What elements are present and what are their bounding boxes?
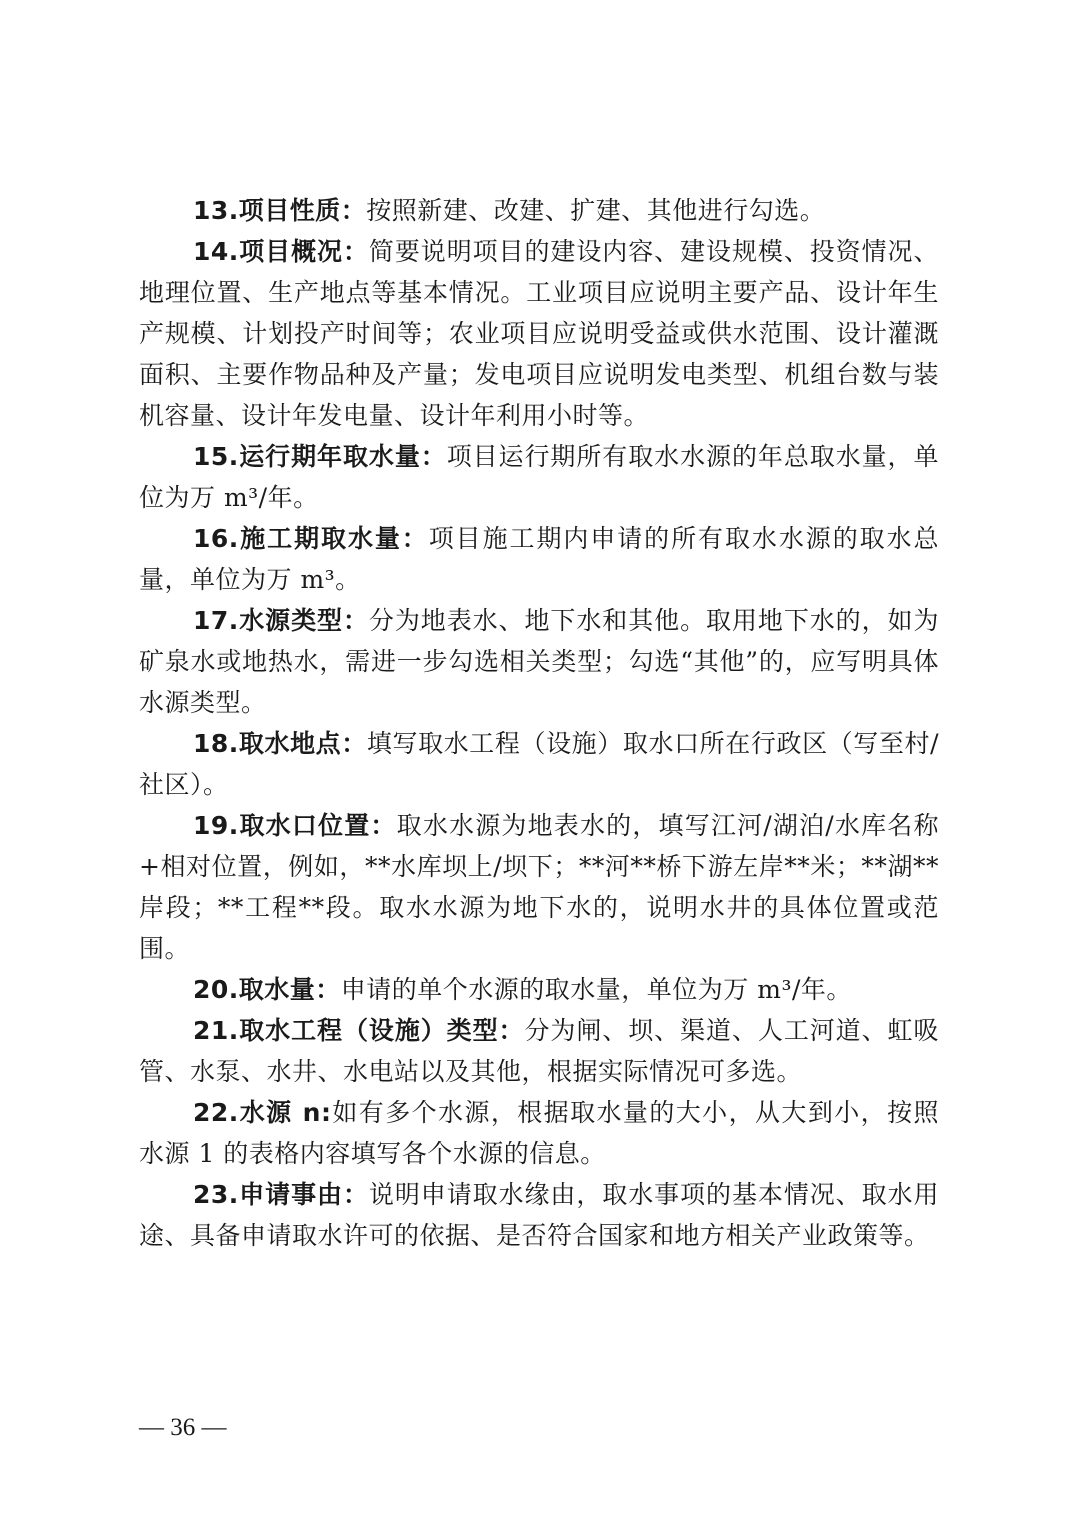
- term-description: 说明申请取水缘由，取水事项的基本情况、取水用途、具备申请取水许可的依据、是否符合国家和地方相关产业政策等。: [139, 1180, 939, 1250]
- term-label: 18.取水地点：: [193, 729, 367, 758]
- term-label: 15.运行期年取水量：: [193, 442, 447, 471]
- term-description: 按照新建、改建、扩建、其他进行勾选。: [366, 196, 826, 225]
- paragraph-22: [139, 1092, 939, 1174]
- term-label: 17.水源类型：: [193, 606, 369, 635]
- paragraph-13: [139, 190, 939, 231]
- term-label: 20.取水量：: [193, 975, 341, 1004]
- paragraph-20: [139, 969, 939, 1010]
- page-number: — 36 —: [139, 1414, 227, 1441]
- term-description: 项目施工期内申请的所有取水水源的取水总量，单位为万 m³。: [139, 524, 939, 594]
- term-label: 19.取水口位置：: [193, 811, 397, 840]
- term-description: 取水水源为地表水的，填写江河/湖泊/水库名称+相对位置，例如，**水库坝上/坝下；**河**桥下游左岸**米；**湖**岸段；**工程**段。取水水源为地下水的，说明水井的具体位置或范围。: [139, 811, 939, 963]
- term-label: 13.项目性质：: [193, 196, 367, 225]
- term-label: 16.施工期取水量：: [193, 524, 429, 553]
- paragraph-14: [139, 231, 939, 436]
- paragraph-21: [139, 1010, 939, 1092]
- term-label: 14.项目概况：: [193, 237, 369, 266]
- term-label: 23.申请事由：: [193, 1180, 369, 1209]
- term-description: 如有多个水源，根据取水量的大小，从大到小，按照水源 1 的表格内容填写各个水源的信息。: [139, 1098, 939, 1168]
- paragraph-16: [139, 518, 939, 600]
- paragraph-23: [139, 1174, 939, 1256]
- paragraph-15: [139, 436, 939, 518]
- term-label: 22.水源 n:: [193, 1098, 332, 1127]
- term-description: 简要说明项目的建设内容、建设规模、投资情况、地理位置、生产地点等基本情况。工业项目应说明主要产品、设计年生产规模、计划投产时间等；农业项目应说明受益或供水范围、设计灌溉面积、主要作物品种及产量；发电项目应说明发电类型、机组台数与装机容量、设计年发电量、设计年利用小时等。: [139, 237, 939, 430]
- term-description: 分为闸、坝、渠道、人工河道、虹吸管、水泵、水井、水电站以及其他，根据实际情况可多选。: [139, 1016, 939, 1086]
- term-description: 分为地表水、地下水和其他。取用地下水的，如为矿泉水或地热水，需进一步勾选相关类型；勾选“其他”的，应写明具体水源类型。: [139, 606, 939, 717]
- paragraph-17: [139, 600, 939, 723]
- paragraph-18: [139, 723, 939, 805]
- paragraph-19: [139, 805, 939, 969]
- term-description: 填写取水工程（设施）取水口所在行政区（写至村/社区）。: [139, 729, 939, 799]
- term-description: 项目运行期所有取水水源的年总取水量，单位为万 m³/年。: [139, 442, 939, 512]
- document-body: [139, 190, 939, 1256]
- term-description: 申请的单个水源的取水量，单位为万 m³/年。: [340, 975, 852, 1004]
- term-label: 21.取水工程（设施）类型：: [193, 1016, 525, 1045]
